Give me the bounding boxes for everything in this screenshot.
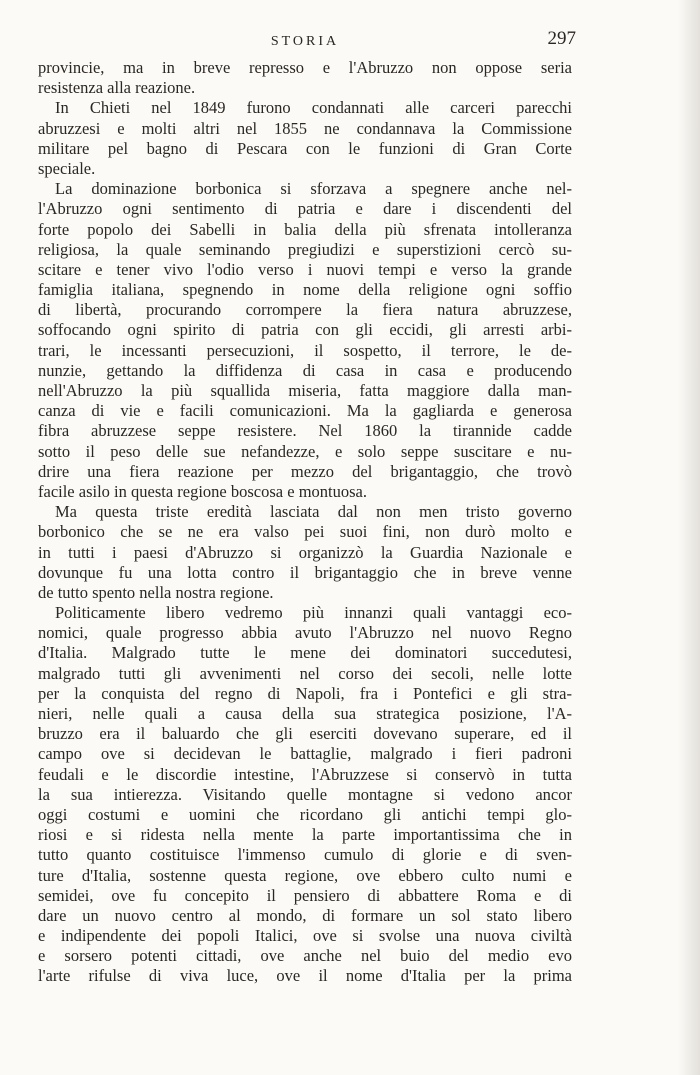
text-line: dovunque fu una lotta contro il brigantaggio che in breve venne — [38, 562, 572, 582]
text-line: nomici, quale progresso abbia avuto l'Abruzzo nel nuovo Regno — [38, 623, 572, 643]
text-line: riosi e si ridesta nella mente la parte importantissima che in — [38, 825, 572, 845]
paragraph — [38, 603, 572, 987]
page-edge-shadow — [678, 0, 700, 1075]
paragraph — [38, 179, 572, 502]
text-line: fibra abruzzese seppe resistere. Nel 1860 la tirannide cadde — [38, 421, 572, 441]
text-line: campo ove si decidevan le battaglie, malgrado i fieri padroni — [38, 744, 572, 764]
text-line: ture d'Italia, sostenne questa regione, ove ebbero culto numi e — [38, 865, 572, 885]
text-line: e sorsero potenti cittadi, ove anche nel buio del medio evo — [38, 946, 572, 966]
text-line: dare un nuovo centro al mondo, di formare un sol stato libero — [38, 905, 572, 925]
text-line: semidei, ove fu concepito il pensiero di abbattere Roma e di — [38, 885, 572, 905]
text-line: forte popolo dei Sabelli in balia della più sfrenata intolleranza — [38, 219, 572, 239]
paragraph — [38, 58, 572, 98]
text-line: facile asilo in questa regione boscosa e montuosa. — [38, 481, 367, 501]
text-line: oggi costumi e uomini che ricordano gli antichi tempi glo- — [38, 804, 572, 824]
text-line: tutto quanto costituisce l'immenso cumulo di glorie e di sven- — [38, 845, 572, 865]
text-line: la sua intierezza. Visitando quelle montagne si vedono ancor — [38, 784, 572, 804]
text-line: sotto il peso delle sue nefandezze, e solo seppe suscitare e nu- — [38, 441, 572, 461]
text-line: d'Italia. Malgrado tutte le mene dei dominatori succedutesi, — [38, 643, 572, 663]
text-line: provincie, ma in breve represso e l'Abruzzo non oppose seria — [38, 58, 572, 77]
text-line: per la conquista del regno di Napoli, fra i Pontefici e gli stra- — [38, 683, 572, 703]
text-line: In Chieti nel 1849 furono condannati alle carceri parecchi — [55, 98, 572, 118]
text-line: l'Abruzzo ogni sentimento di patria e dare i discendenti del — [38, 199, 572, 219]
text-line: de tutto spento nella nostra regione. — [38, 582, 274, 602]
running-title: STORIA — [270, 34, 340, 49]
text-line: di libertà, procurando corrompere la fiera natura abruzzese, — [38, 300, 572, 320]
text-line: religiosa, la quale seminando pregiudizi e superstizioni cercò su- — [38, 239, 572, 259]
text-line: speciale. — [38, 158, 96, 178]
text-line: feudali e le discordie intestine, l'Abruzzese si conservò in tutta — [38, 764, 572, 784]
text-line: Ma questa triste eredità lasciata dal non men tristo governo — [55, 502, 572, 522]
page-number: 297 — [547, 28, 576, 49]
text-line: resistenza alla reazione. — [38, 78, 196, 98]
text-line: in tutti i paesi d'Abruzzo si organizzò la Guardia Nazionale e — [38, 542, 572, 562]
text-line: nunzie, gettando la diffidenza di casa in casa e producendo — [38, 360, 572, 380]
text-line: malgrado tutti gli avvenimenti nel corso dei secoli, nelle lotte — [38, 663, 572, 683]
text-line: soffocando ogni spirito di patria con gli eccidi, gli arresti arbi- — [38, 320, 572, 340]
text-line: nell'Abruzzo la più squallida miseria, fatta maggiore dalla man- — [38, 381, 572, 400]
text-line: scitare e tener vivo l'odio verso i nuovi tempi e verso la grande — [38, 259, 572, 279]
text-line: famiglia italiana, spegnendo in nome della religione ogni soffio — [38, 280, 572, 300]
running-header — [38, 28, 576, 52]
text-line: canza di vie e facili comunicazioni. Ma la gagliarda e generosa — [38, 401, 572, 421]
text-line: bruzzo era il baluardo che gli eserciti dovevano superare, ed il — [38, 724, 572, 744]
text-line: nieri, nelle quali a causa della sua strategica posizione, l'A- — [38, 704, 572, 723]
paragraph — [38, 502, 572, 603]
text-line: trari, le incessanti persecuzioni, il sospetto, il terrore, le de- — [38, 340, 572, 360]
text-line: borbonico che se ne era valso pei suoi fini, non durò molto e — [38, 522, 572, 542]
body-text — [38, 58, 572, 987]
text-line: La dominazione borbonica si sforzava a spegnere anche nel- — [55, 179, 572, 199]
text-line: militare pel bagno di Pescara con le funzioni di Gran Corte — [38, 138, 572, 158]
text-line: e indipendente dei popoli Italici, ove si svolse una nuova civiltà — [38, 926, 572, 946]
text-line: drire una fiera reazione per mezzo del brigantaggio, che trovò — [38, 461, 572, 481]
paragraph — [38, 98, 572, 179]
text-line: Politicamente libero vedremo più innanzi quali vantaggi eco- — [55, 603, 572, 623]
text-line: abruzzesi e molti altri nel 1855 ne condannava la Commissione — [38, 118, 572, 138]
text-line: l'arte rifulse di viva luce, ove il nome d'Italia per la prima — [38, 966, 572, 986]
